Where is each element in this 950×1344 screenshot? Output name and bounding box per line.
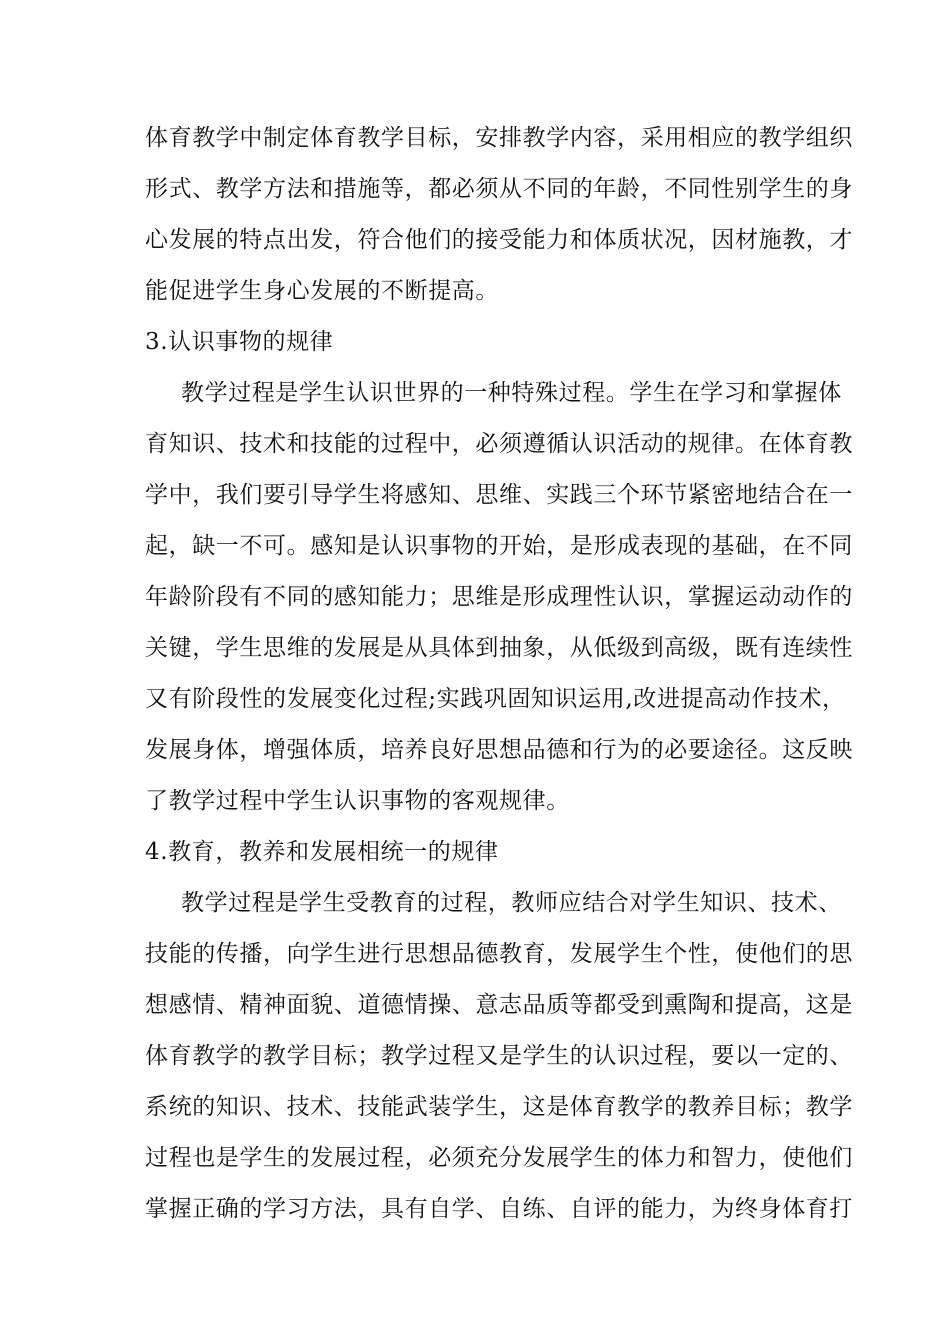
text-line: 掌握正确的学习方法，具有自学、自练、自评的能力，为终身体育打	[145, 1196, 853, 1222]
text-line: 发展身体，增强体质，培养良好思想品德和行为的必要途径。这反映	[145, 737, 853, 763]
body-text	[145, 113, 853, 1235]
text-line: 关键，学生思维的发展是从具体到抽象，从低级到高级，既有连续性	[145, 635, 853, 661]
text-line: 年龄阶段有不同的感知能力；思维是形成理性认识，掌握运动动作的	[145, 584, 853, 610]
text-line: 形式、教学方法和措施等，都必须从不同的年龄，不同性别学生的身	[145, 176, 853, 202]
text-line: 过程也是学生的发展过程，必须充分发展学生的体力和智力，使他们	[145, 1145, 853, 1171]
text-line: 技能的传播，向学生进行思想品德教育，发展学生个性，使他们的思	[145, 941, 853, 967]
text-line: 体育教学中制定体育教学目标，安排教学内容，采用相应的教学组织	[145, 125, 853, 151]
text-line: 能促进学生身心发展的不断提高。	[145, 278, 499, 304]
text-line: 学中，我们要引导学生将感知、思维、实践三个环节紧密地结合在一	[145, 482, 853, 508]
section-heading-4: 4.教育，教养和发展相统一的规律	[145, 839, 499, 865]
text-line: 又有阶段性的发展变化过程;实践巩固知识运用,改进提高动作技术，	[145, 686, 846, 712]
text-line: 起，缺一不可。感知是认识事物的开始，是形成表现的基础，在不同	[145, 533, 853, 559]
text-line: 育知识、技术和技能的过程中，必须遵循认识活动的规律。在体育教	[145, 431, 853, 457]
text-line: 想感情、精神面貌、道德情操、意志品质等都受到熏陶和提高，这是	[145, 992, 853, 1018]
text-line: 教学过程是学生认识世界的一种特殊过程。学生在学习和掌握体	[181, 380, 842, 406]
text-line: 体育教学的教学目标；教学过程又是学生的认识过程，要以一定的、	[145, 1043, 853, 1069]
text-line: 心发展的特点出发，符合他们的接受能力和体质状况，因材施教，才	[145, 227, 853, 253]
text-line: 教学过程是学生受教育的过程，教师应结合对学生知识、技术、	[181, 890, 842, 916]
text-line: 系统的知识、技术、技能武装学生，这是体育教学的教养目标；教学	[145, 1094, 853, 1120]
section-heading-3: 3.认识事物的规律	[145, 329, 334, 355]
text-line: 了教学过程中学生认识事物的客观规律。	[145, 788, 570, 814]
